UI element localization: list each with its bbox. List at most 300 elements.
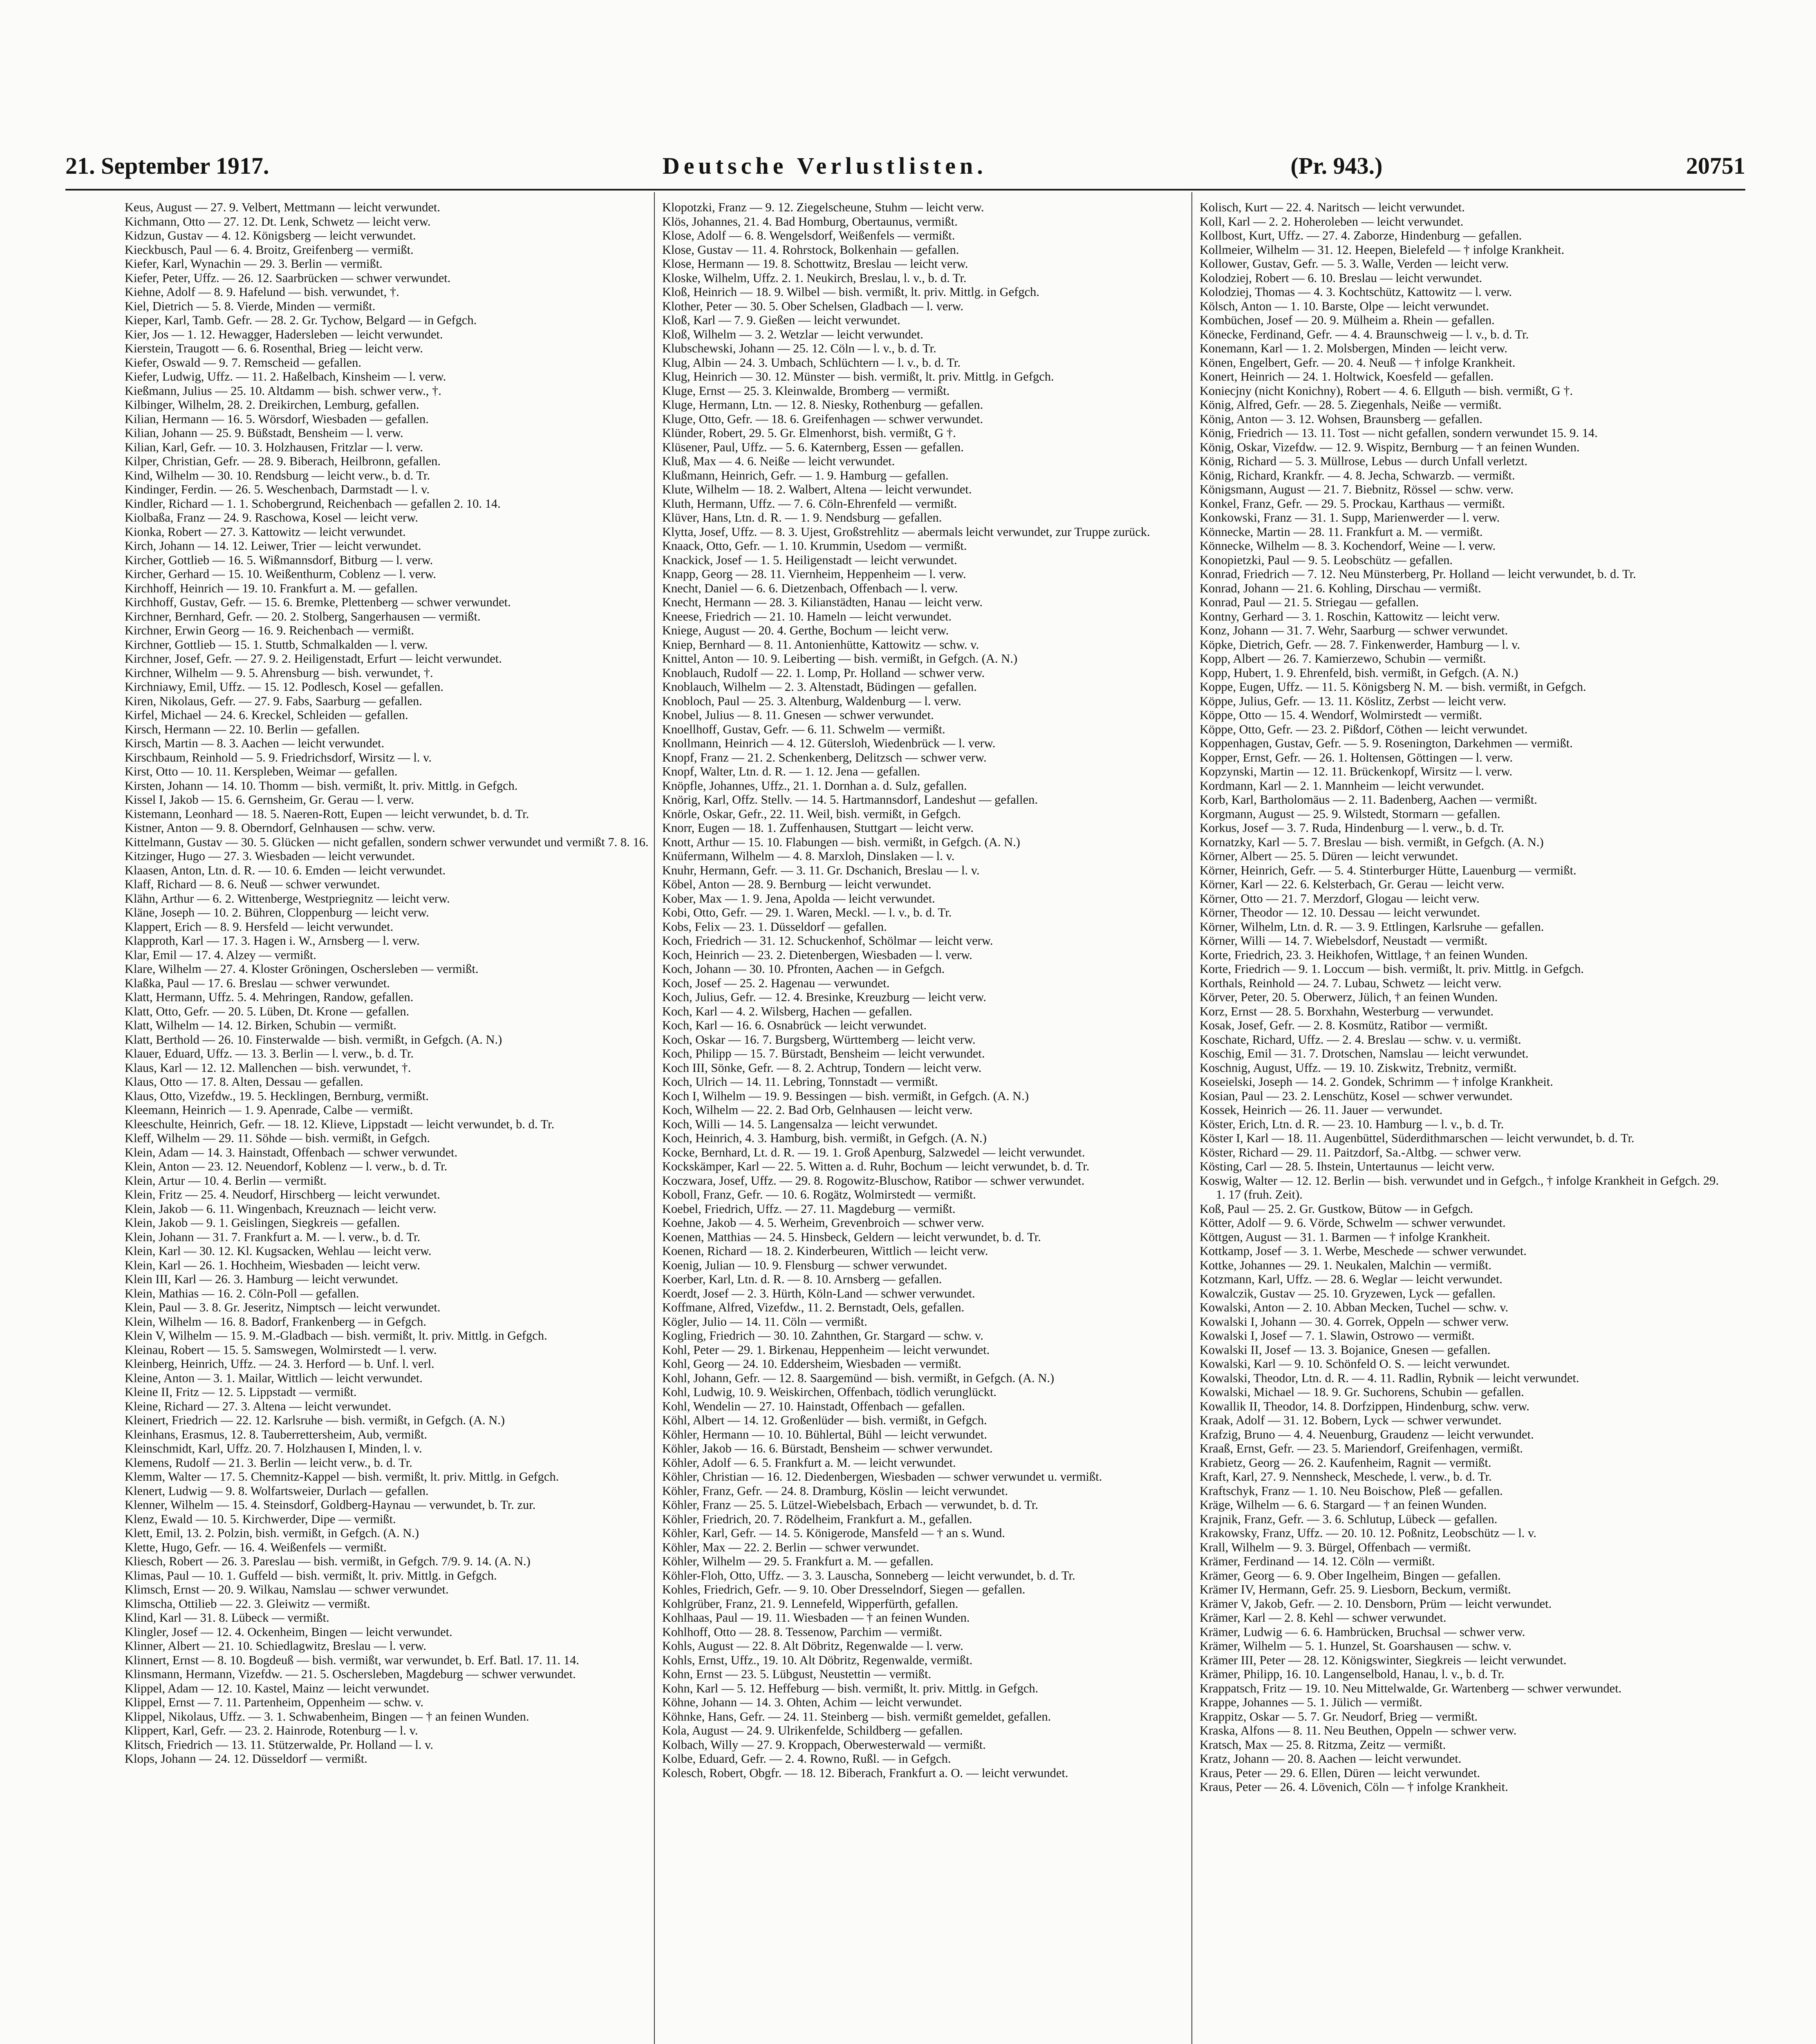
casualty-entry: Klopotzki, Franz — 9. 12. Ziegelscheune, Stuhm — leicht verw. (662, 200, 984, 214)
casualty-entry: Kiefer, Oswald — 9. 7. Remscheid — gefallen. (125, 355, 361, 370)
casualty-entry: Klein, Paul — 3. 8. Gr. Jeseritz, Nimptsch — leicht verwundet. (125, 1300, 441, 1314)
casualty-entry: Kiel, Dietrich — 5. 8. Vierde, Minden — vermißt. (125, 299, 376, 313)
casualty-entry: Knobloch, Paul — 25. 3. Altenburg, Waldenburg — l. verw. (662, 694, 961, 708)
casualty-entry: Krämer, Ferdinand — 14. 12. Cöln — vermißt. (1200, 1554, 1435, 1568)
casualty-entry: Kowallik II, Theodor, 14. 8. Dorfzippen, Hindenburg, schw. verw. (1200, 1399, 1529, 1413)
casualty-entry: Kirchner, Gottlieb — 15. 1. Stuttb, Schmalkalden — l. verw. (125, 637, 428, 652)
casualty-entry: Kluß, Max — 4. 6. Neiße — leicht verwundet. (662, 454, 895, 468)
page-number: 20751 (1686, 152, 1745, 179)
casualty-entry: Knollmann, Heinrich — 4. 12. Gütersloh, Wiedenbrück — l. verw. (662, 736, 996, 750)
casualty-entry: Kollbost, Kurt, Uffz. — 27. 4. Zaborze, Hindenburg — gefallen. (1200, 229, 1522, 242)
casualty-entry: Korte, Friedrich — 9. 1. Loccum — bish. vermißt, lt. priv. Mittlg. in Gefgch. (1200, 962, 1584, 976)
casualty-entry: Köhler, Franz — 25. 5. Lützel-Wiebelsbach, Erbach — verwundet, b. d. Tr. (662, 1498, 1038, 1512)
casualty-entry: Kombüchen, Josef — 20. 9. Mülheim a. Rhein — gefallen. (1200, 313, 1495, 327)
casualty-entry: Könnecke, Martin — 28. 11. Frankfurt a. M. — vermißt. (1200, 524, 1483, 539)
casualty-entry: Kowalski, Karl — 9. 10. Schönfeld O. S. — leicht verwundet. (1200, 1357, 1510, 1371)
casualty-entry: Klenner, Wilhelm — 15. 4. Steinsdorf, Goldberg-Haynau — verwundet, b. Tr. zur. (125, 1498, 536, 1512)
casualty-entry: Kraus, Peter — 26. 4. Lövenich, Cöln — † infolge Krankheit. (1200, 1780, 1508, 1794)
casualty-entry: Klüsener, Paul, Uffz. — 5. 6. Katernberg, Essen — gefallen. (662, 440, 964, 454)
casualty-entry: Klinnert, Ernst — 8. 10. Bogdeuß — bish. vermißt, war verwundet, b. Erf. Batl. 17. 11. 14. (125, 1653, 579, 1667)
casualty-entry: Konrad, Friedrich — 7. 12. Neu Münsterberg, Pr. Holland — leicht verwundet, b. d. Tr. (1200, 567, 1636, 581)
casualty-entry: Koschig, Emil — 31. 7. Drotschen, Namslau — leicht verwundet. (1200, 1047, 1529, 1060)
casualty-entry: Knörig, Karl, Offz. Stellv. — 14. 5. Hartmannsdorf, Landeshut — gefallen. (662, 793, 1038, 807)
casualty-entry: Köhler, Franz, Gefr. — 24. 8. Dramburg, Köslin — leicht verwundet. (662, 1484, 1008, 1498)
casualty-entry: Kola, August — 24. 9. Ulrikenfelde, Schildberg — gefallen. (662, 1724, 963, 1737)
casualty-entry: Köhl, Albert — 14. 12. Großenlüder — bish. vermißt, in Gefgch. (662, 1413, 987, 1427)
casualty-entry: Kleine II, Fritz — 12. 5. Lippstadt — vermißt. (125, 1385, 357, 1399)
casualty-entry: Korkus, Josef — 3. 7. Ruda, Hindenburg — l. verw., b. d. Tr. (1200, 821, 1504, 835)
casualty-entry: Koniecjny (nicht Konichny), Robert — 4. 6. Ellguth — bish. vermißt, G †. (1200, 383, 1573, 398)
casualty-entry: Kosak, Josef, Gefr. — 2. 8. Kosmütz, Ratibor — vermißt. (1200, 1018, 1488, 1032)
casualty-entry: Koppe, Eugen, Uffz. — 11. 5. Königsberg N. M. — bish. vermißt, in Gefgch. (1200, 680, 1586, 694)
casualty-entry: Kowalski I, Johann — 30. 4. Gorrek, Oppeln — schwer verw. (1200, 1314, 1509, 1329)
casualty-entry: Kobs, Felix — 23. 1. Düsseldorf — gefallen. (662, 919, 887, 934)
casualty-entry: Kirchner, Bernhard, Gefr. — 20. 2. Stolberg, Sangerhausen — vermißt. (125, 609, 481, 623)
casualty-entry: Kohl, Georg — 24. 10. Eddersheim, Wiesbaden — vermißt. (662, 1357, 962, 1371)
casualty-entry: Koß, Paul — 25. 2. Gr. Gustkow, Bütow — in Gefgch. (1200, 1201, 1473, 1216)
casualty-entry: Kidzun, Gustav — 4. 12. Königsberg — leicht verwundet. (125, 229, 416, 242)
casualty-entry: Knorr, Eugen — 18. 1. Zuffenhausen, Stuttgart — leicht verw. (662, 821, 974, 835)
casualty-entry: Krämer IV, Hermann, Gefr. 25. 9. Liesborn, Beckum, vermißt. (1200, 1582, 1511, 1596)
casualty-entry: Klapproth, Karl — 17. 3. Hagen i. W., Arnsberg — l. verw. (125, 934, 420, 948)
casualty-entry: Kneese, Friedrich — 21. 10. Hameln — leicht verwundet. (662, 609, 952, 623)
casualty-entry: Könecke, Ferdinand, Gefr. — 4. 4. Braunschweig — l. v., b. d. Tr. (1200, 327, 1529, 341)
casualty-entry: König, Friedrich — 13. 11. Tost — nicht gefallen, sondern verwundet 15. 9. 14. (1200, 426, 1598, 440)
casualty-entry: Kießmann, Julius — 25. 10. Altdamm — bish. schwer verw., †. (125, 383, 441, 398)
issue-date: 21. September 1917. (65, 152, 269, 179)
casualty-entry: Klein, Wilhelm — 16. 8. Badorf, Frankenberg — in Gefgch. (125, 1314, 426, 1329)
casualty-entry: Klein, Jakob — 6. 11. Wingenbach, Kreuznach — leicht verw. (125, 1201, 437, 1216)
casualty-entry: Kossek, Heinrich — 26. 11. Jauer — verwundet. (1200, 1103, 1443, 1117)
casualty-entry: Kohl, Wendelin — 27. 10. Hainstadt, Offenbach — gefallen. (662, 1399, 965, 1413)
casualty-entry: Kitzinger, Hugo — 27. 3. Wiesbaden — leicht verwundet. (125, 849, 415, 863)
casualty-entry: Klose, Gustav — 11. 4. Rohrstock, Bolkenhain — gefallen. (662, 242, 959, 257)
casualty-entry: Knöpfle, Johannes, Uffz., 21. 1. Dornhan a. d. Sulz, gefallen. (662, 778, 967, 793)
casualty-entry: Kiefer, Karl, Wynachin — 29. 3. Berlin — vermißt. (125, 257, 383, 271)
casualty-entry: Koch, Philipp — 15. 7. Bürstadt, Bensheim — leicht verwundet. (662, 1047, 985, 1060)
casualty-entry: Koehne, Jakob — 4. 5. Werheim, Grevenbroich — schwer verw. (662, 1216, 984, 1230)
casualty-entry: Köster, Richard — 29. 11. Paitzdorf, Sa.-Altbg. — schwer verw. (1200, 1145, 1521, 1159)
casualty-entry: Kluge, Otto, Gefr. — 18. 6. Greifenhagen — schwer verwundet. (662, 412, 983, 426)
casualty-entry: Koenig, Julian — 10. 9. Flensburg — schwer verwundet. (662, 1258, 947, 1272)
casualty-entry: Kollmeier, Wilhelm — 31. 12. Heepen, Bielefeld — † infolge Krankheit. (1200, 242, 1565, 257)
casualty-entry: Kohls, Ernst, Uffz., 19. 10. Alt Döbritz, Regenwalde, vermißt. (662, 1653, 973, 1667)
casualty-entry: Koch I, Wilhelm — 19. 9. Bessingen — bish. vermißt, in Gefgch. (A. N.) (662, 1089, 1029, 1103)
casualty-entry: Klatt, Wilhelm — 14. 12. Birken, Schubin — vermißt. (125, 1018, 396, 1032)
casualty-entry: Klauer, Eduard, Uffz. — 13. 3. Berlin — l. verw., b. d. Tr. (125, 1047, 414, 1060)
casualty-entry: Klitsch, Friedrich — 13. 11. Stützerwalde, Pr. Holland — l. v. (125, 1737, 434, 1752)
casualty-entry: Köppe, Julius, Gefr. — 13. 11. Köslitz, Zerbst — leicht verw. (1200, 694, 1506, 708)
casualty-entry: Kiolbaßa, Franz — 24. 9. Raschowa, Kosel — leicht verw. (125, 511, 418, 524)
casualty-entry: Knopf, Franz — 21. 2. Schenkenberg, Delitzsch — schwer verw. (662, 750, 987, 764)
casualty-entry: Krämer, Wilhelm — 5. 1. Hunzel, St. Goarshausen — schw. v. (1200, 1639, 1512, 1653)
casualty-entry: Knuhr, Hermann, Gefr. — 3. 11. Gr. Dschanich, Breslau — l. v. (662, 863, 980, 877)
casualty-entry: Kordmann, Karl — 2. 1. Mannheim — leicht verwundet. (1200, 778, 1485, 793)
casualty-entry: Kopp, Albert — 26. 7. Kamierzewo, Schubin — vermißt. (1200, 652, 1486, 666)
casualty-entry: Kloß, Wilhelm — 3. 2. Wetzlar — leicht verwundet. (662, 327, 923, 341)
header-rule (65, 189, 1745, 191)
casualty-entry: Krajnik, Franz, Gefr. — 3. 6. Schlutup, Lübeck — gefallen. (1200, 1512, 1498, 1526)
casualty-entry: Klippel, Ernst — 7. 11. Partenheim, Oppenheim — schw. v. (125, 1695, 424, 1709)
casualty-entry: Klenz, Ewald — 10. 5. Kirchwerder, Dipe — vermißt. (125, 1512, 396, 1526)
casualty-entry: Kontny, Gerhard — 3. 1. Roschin, Kattowitz — leicht verw. (1200, 609, 1500, 623)
casualty-entry: Knoblauch, Wilhelm — 2. 3. Altenstadt, Büdingen — gefallen. (662, 680, 977, 694)
casualty-entry: Klytta, Josef, Uffz. — 8. 3. Ujest, Großstrehlitz — abermals leicht verwundet, zur Truppe zurück. (662, 524, 1150, 539)
casualty-entry: Koch, Oskar — 16. 7. Burgsberg, Württemberg — leicht verw. (662, 1032, 976, 1047)
casualty-entry: Kopp, Hubert, 1. 9. Ehrenfeld, bish. vermißt, in Gefgch. (A. N.) (1200, 666, 1518, 680)
casualty-entry: Konemann, Karl — 1. 2. Molsbergen, Minden — leicht verw. (1200, 341, 1508, 355)
casualty-entry: Klute, Wilhelm — 18. 2. Walbert, Altena — leicht verwundet. (662, 482, 972, 496)
casualty-entry: Kieckbusch, Paul — 6. 4. Broitz, Greifenberg — vermißt. (125, 242, 414, 257)
casualty-entry: Krämer, Ludwig — 6. 6. Hambrücken, Bruchsal — schwer verw. (1200, 1625, 1525, 1639)
casualty-entry: Kilper, Christian, Gefr. — 28. 9. Biberach, Heilbronn, gefallen. (125, 454, 441, 468)
casualty-entry: Korgmann, August — 25. 9. Wilstedt, Stormarn — gefallen. (1200, 807, 1500, 821)
casualty-entry: Körner, Theodor — 12. 10. Dessau — leicht verwundet. (1200, 905, 1480, 919)
casualty-entry: Kilbinger, Wilhelm, 28. 2. Dreikirchen, Lemburg, gefallen. (125, 398, 419, 412)
casualty-entry: Kornatzky, Karl — 5. 7. Breslau — bish. vermißt, in Gefgch. (A. N.) (1200, 835, 1544, 849)
casualty-entry: Kleinau, Robert — 15. 5. Samswegen, Wolmirstedt — l. verw. (125, 1342, 437, 1357)
casualty-entry: Körner, Albert — 25. 5. Düren — leicht verwundet. (1200, 849, 1458, 863)
casualty-entry: Kistemann, Leonhard — 18. 5. Naeren-Rott, Eupen — leicht verwundet, b. d. Tr. (125, 807, 529, 821)
casualty-entry: Könnecke, Wilhelm — 8. 3. Kochendorf, Weine — l. verw. (1200, 539, 1496, 553)
casualty-entry: Koppenhagen, Gustav, Gefr. — 5. 9. Rosenington, Darkehmen — vermißt. (1200, 736, 1573, 750)
casualty-entry: Kolisch, Kurt — 22. 4. Naritsch — leicht verwundet. (1200, 200, 1465, 214)
casualty-entry: Kindinger, Ferdin. — 26. 5. Weschenbach, Darmstadt — l. v. (125, 482, 430, 496)
casualty-entry: Kirsten, Johann — 14. 10. Thomm — bish. vermißt, lt. priv. Mittlg. in Gefgch. (125, 778, 518, 793)
casualty-entry: Kircher, Gerhard — 15. 10. Weißenthurm, Coblenz — l. verw. (125, 567, 437, 581)
casualty-entry: Körner, Heinrich, Gefr. — 5. 4. Stinterburger Hütte, Lauenburg — vermißt. (1200, 863, 1576, 877)
casualty-entry: Klemm, Walter — 17. 5. Chemnitz-Kappel — bish. vermißt, lt. priv. Mittlg. in Gefgch. (125, 1470, 559, 1484)
casualty-entry: Klappert, Erich — 8. 9. Hersfeld — leicht verwundet. (125, 919, 394, 934)
casualty-entry: Köbel, Anton — 28. 9. Bernburg — leicht verwundet. (662, 877, 932, 891)
casualty-entry: Klippel, Nikolaus, Uffz. — 3. 1. Schwabenheim, Bingen — † an feinen Wunden. (125, 1709, 529, 1724)
casualty-entry: Köhler, Wilhelm — 29. 5. Frankfurt a. M. — gefallen. (662, 1554, 934, 1568)
casualty-entry: Krämer, Philipp, 16. 10. Langenselbold, Hanau, l. v., b. d. Tr. (1200, 1667, 1505, 1681)
casualty-entry: Klein, Mathias — 16. 2. Cöln-Poll — gefallen. (125, 1286, 359, 1300)
casualty-entry: Kloß, Karl — 7. 9. Gießen — leicht verwundet. (662, 313, 900, 327)
casualty-entry: Kluge, Ernst — 25. 3. Kleinwalde, Bromberg — vermißt. (662, 383, 950, 398)
casualty-entry: Köhler, Friedrich, 20. 7. Rödelheim, Frankfurt a. M., gefallen. (662, 1512, 972, 1526)
casualty-entry: Koffmane, Alfred, Vizefdw., 11. 2. Bernstadt, Oels, gefallen. (662, 1300, 965, 1314)
casualty-entry: Kotzmann, Karl, Uffz. — 28. 6. Weglar — leicht verwundet. (1200, 1272, 1503, 1286)
casualty-entry: Kistner, Anton — 9. 8. Oberndorf, Gelnhausen — schw. verw. (125, 821, 435, 835)
casualty-entry: Kiehne, Adolf — 8. 9. Hafelund — bish. verwundet, †. (125, 285, 399, 299)
casualty-entry: Knörle, Oskar, Gefr., 22. 11. Weil, bish. vermißt, in Gefgch. (662, 807, 961, 821)
casualty-entry: Kober, Max — 1. 9. Jena, Apolda — leicht verwundet. (662, 891, 935, 905)
casualty-entry: Knoellhoff, Gustav, Gefr. — 6. 11. Schwelm — vermißt. (662, 722, 945, 736)
casualty-entry: Kluge, Hermann, Ltn. — 12. 8. Niesky, Rothenburg — gefallen. (662, 398, 983, 412)
casualty-entry: Kliesch, Robert — 26. 3. Pareslau — bish. vermißt, in Gefgch. 7/9. 9. 14. (A. N.) (125, 1554, 531, 1568)
casualty-entry: Kleine, Anton — 3. 1. Mailar, Wittlich — leicht verwundet. (125, 1371, 423, 1385)
casualty-entry: Koswig, Walter — 12. 12. Berlin — bish. verwundet und in Gefgch., † infolge Krankheit in Gefgch. 29. 1. 17 (fruh. Zeit). (1200, 1173, 1719, 1201)
casualty-entry: Krappe, Johannes — 5. 1. Jülich — vermißt. (1200, 1695, 1422, 1709)
casualty-entry: Knott, Arthur — 15. 10. Flabungen — bish. vermißt, in Gefgch. (A. N.) (662, 835, 1020, 849)
casualty-entry: Kohlhoff, Otto — 28. 8. Tessenow, Parchim — vermißt. (662, 1625, 943, 1639)
casualty-entry: Kleinhans, Erasmus, 12. 8. Tauberrettersheim, Aub, vermißt. (125, 1427, 428, 1441)
casualty-entry: Krämer V, Jakob, Gefr. — 2. 10. Densborn, Prüm — leicht verwundet. (1200, 1596, 1552, 1611)
casualty-entry: Konert, Heinrich — 24. 1. Holtwick, Koesfeld — gefallen. (1200, 370, 1494, 383)
casualty-entry: Kleinert, Friedrich — 22. 12. Karlsruhe — bish. vermißt, in Gefgch. (A. N.) (125, 1413, 505, 1427)
casualty-entry: Kölsch, Anton — 1. 10. Barste, Olpe — leicht verwundet. (1200, 299, 1489, 313)
casualty-entry: Körner, Wilhelm, Ltn. d. R. — 3. 9. Ettlingen, Karlsruhe — gefallen. (1200, 919, 1544, 934)
casualty-entry: Kniep, Bernhard — 8. 11. Antonienhütte, Kattowitz — schw. v. (662, 637, 979, 652)
casualty-entry: Klother, Peter — 30. 5. Ober Schelsen, Gladbach — l. verw. (662, 299, 964, 313)
casualty-entry: Konrad, Johann — 21. 6. Kohling, Dirschau — vermißt. (1200, 581, 1481, 595)
casualty-entry: Knobel, Julius — 8. 11. Gnesen — schwer verwundet. (662, 708, 934, 722)
casualty-entry: Knapp, Georg — 28. 11. Viernheim, Heppenheim — l. verw. (662, 567, 966, 581)
casualty-entry: Kowalski I, Josef — 7. 1. Slawin, Ostrowo — vermißt. (1200, 1329, 1475, 1342)
casualty-entry: Kiren, Nikolaus, Gefr. — 27. 9. Fabs, Saarburg — gefallen. (125, 694, 422, 708)
casualty-entry: Klähn, Arthur — 6. 2. Wittenberge, Westpriegnitz — leicht verw. (125, 891, 450, 905)
casualty-entry: Kirst, Otto — 10. 11. Kerspleben, Weimar — gefallen. (125, 764, 398, 778)
casualty-entry: Konopietzki, Paul — 9. 5. Leobschütz — gefallen. (1200, 553, 1453, 567)
casualty-entry: Klein V, Wilhelm — 15. 9. M.-Gladbach — bish. vermißt, lt. priv. Mittlg. in Gefgch. (125, 1329, 547, 1342)
casualty-entry: Kirchner, Erwin Georg — 16. 9. Reichenbach — vermißt. (125, 623, 414, 637)
casualty-entry: Kier, Jos — 1. 12. Hewagger, Hadersleben — leicht verwundet. (125, 327, 443, 341)
casualty-entry: Klünder, Robert, 29. 5. Gr. Elmenhorst, bish. vermißt, G †. (662, 426, 956, 440)
casualty-entry: Kierstein, Traugott — 6. 6. Rosenthal, Brieg — leicht verw. (125, 341, 423, 355)
casualty-entry: Konkowski, Franz — 31. 1. Supp, Marienwerder — l. verw. (1200, 511, 1500, 524)
casualty-entry: Koch, Heinrich, 4. 3. Hamburg, bish. vermißt, in Gefgch. (A. N.) (662, 1131, 987, 1145)
casualty-entry: Kleine, Richard — 27. 3. Altena — leicht verwundet. (125, 1399, 392, 1413)
casualty-entry: König, Anton — 3. 12. Wohsen, Braunsberg — gefallen. (1200, 412, 1482, 426)
casualty-entry: Kolodziej, Robert — 6. 10. Breslau — leicht verwundet. (1200, 271, 1482, 285)
casualty-entry: Klußmann, Heinrich, Gefr. — 1. 9. Hamburg — gefallen. (662, 468, 949, 482)
casualty-entry: Klar, Emil — 17. 4. Alzey — vermißt. (125, 948, 316, 962)
casualty-entry: Kolodziej, Thomas — 4. 3. Kochtschütz, Kattowitz — l. verw. (1200, 285, 1512, 299)
casualty-entry: Kogling, Friedrich — 30. 10. Zahnthen, Gr. Stargard — schw. v. (662, 1329, 983, 1342)
casualty-entry: Klette, Hugo, Gefr. — 16. 4. Weißenfels — vermißt. (125, 1540, 387, 1554)
casualty-entry: Kloß, Heinrich — 18. 9. Wilbel — bish. vermißt, lt. priv. Mittlg. in Gefgch. (662, 285, 1039, 299)
casualty-entry: Kiefer, Ludwig, Uffz. — 11. 2. Haßelbach, Kinsheim — l. verw. (125, 370, 446, 383)
casualty-entry: Kobi, Otto, Gefr. — 29. 1. Waren, Meckl. — l. v., b. d. Tr. (662, 905, 952, 919)
casualty-entry: Kowalczik, Gustav — 25. 10. Gryzewen, Lyck — gefallen. (1200, 1286, 1496, 1300)
casualty-entry: Knopf, Walter, Ltn. d. R. — 1. 12. Jena — gefallen. (662, 764, 920, 778)
casualty-entry: Klaasen, Anton, Ltn. d. R. — 10. 6. Emden — leicht verwundet. (125, 863, 446, 877)
casualty-entry: Köster I, Karl — 18. 11. Augenbüttel, Süderdithmarschen — leicht verwundet, b. d. Tr. (1200, 1131, 1635, 1145)
casualty-entry: Köhler, Adolf — 6. 5. Frankfurt a. M. — leicht verwundet. (662, 1455, 956, 1470)
casualty-entry: Klös, Johannes, 21. 4. Bad Homburg, Obertaunus, vermißt. (662, 214, 958, 229)
casualty-entry: Klaff, Richard — 8. 6. Neuß — schwer verwundet. (125, 877, 380, 891)
casualty-entry: Korz, Ernst — 28. 5. Borxhahn, Westerburg — verwundet. (1200, 1004, 1494, 1018)
casualty-entry: Krämer, Karl — 2. 8. Kehl — schwer verwundet. (1200, 1611, 1447, 1625)
casualty-entry: Knoblauch, Rudolf — 22. 1. Lomp, Pr. Holland — schwer verw. (662, 666, 985, 680)
casualty-entry: Konkel, Franz, Gefr. — 29. 5. Prockau, Karthaus — vermißt. (1200, 496, 1505, 511)
casualty-entry: Klippel, Adam — 12. 10. Kastel, Mainz — leicht verwundet. (125, 1681, 430, 1695)
casualty-entry: Kosian, Paul — 23. 2. Lenschütz, Kosel — schwer verwundet. (1200, 1089, 1513, 1103)
casualty-entry: Kohles, Friedrich, Gefr. — 9. 10. Ober Dresselndorf, Siegen — gefallen. (662, 1582, 1026, 1596)
casualty-entry: Köhne, Johann — 14. 3. Ohten, Achim — leicht verwundet. (662, 1695, 962, 1709)
casualty-entry: Kilian, Hermann — 16. 5. Wörsdorf, Wiesbaden — gefallen. (125, 412, 429, 426)
casualty-entry: Klein, Artur — 10. 4. Berlin — vermißt. (125, 1173, 327, 1188)
casualty-entry: Krappitz, Oskar — 5. 7. Gr. Neudorf, Brieg — vermißt. (1200, 1709, 1478, 1724)
casualty-entry: Klippert, Karl, Gefr. — 23. 2. Hainrode, Rotenburg — l. v. (125, 1724, 418, 1737)
casualty-entry: Kohn, Ernst — 23. 5. Lübgust, Neustettin — vermißt. (662, 1667, 932, 1681)
casualty-entry: Korb, Karl, Bartholomäus — 2. 11. Badenberg, Aachen — vermißt. (1200, 793, 1537, 807)
casualty-entry: Klug, Albin — 24. 3. Umbach, Schlüchtern — l. v., b. d. Tr. (662, 355, 961, 370)
casualty-entry: Köhler, Hermann — 10. 10. Bühlertal, Bühl — leicht verwundet. (662, 1427, 987, 1441)
casualty-entry: Kopzynski, Martin — 12. 11. Brückenkopf, Wirsitz — l. verw. (1200, 764, 1513, 778)
casualty-entry: Krafzig, Bruno — 4. 4. Neuenburg, Graudenz — leicht verwundet. (1200, 1427, 1534, 1441)
casualty-entry: Klein, Adam — 14. 3. Hainstadt, Offenbach — schwer verwundet. (125, 1145, 458, 1159)
casualty-entry: Kollower, Gustav, Gefr. — 5. 3. Walle, Verden — leicht verw. (1200, 257, 1509, 271)
casualty-entry: Koch, Julius, Gefr. — 12. 4. Bresinke, Kreuzburg — leicht verw. (662, 990, 986, 1004)
casualty-entry: Kirchhoff, Gustav, Gefr. — 15. 6. Bremke, Plettenberg — schwer verwundet. (125, 595, 511, 609)
casualty-entry: Klaus, Otto, Vizefdw., 19. 5. Hecklingen, Bernburg, vermißt. (125, 1089, 429, 1103)
casualty-entry: Koch, Josef — 25. 2. Hagenau — verwundet. (662, 976, 890, 990)
casualty-entry: Kirsch, Hermann — 22. 10. Berlin — gefallen. (125, 722, 360, 736)
casualty-entry: Koch, Wilhelm — 22. 2. Bad Orb, Gelnhausen — leicht verw. (662, 1103, 973, 1117)
casualty-entry: Kittelmann, Gustav — 30. 5. Glücken — nicht gefallen, sondern schwer verwundet und vermißt 7. 8. 16. (125, 835, 649, 849)
casualty-entry: Klinner, Albert — 21. 10. Schiedlagwitz, Breslau — l. verw. (125, 1639, 426, 1653)
casualty-entry: Kohl, Johann, Gefr. — 12. 8. Saargemünd — bish. vermißt, in Gefgch. (A. N.) (662, 1371, 1055, 1385)
casualty-entry: Klein III, Karl — 26. 3. Hamburg — leicht verwundet. (125, 1272, 399, 1286)
publication-title: Deutsche Verlustlisten. (662, 152, 987, 179)
casualty-entry: Kolbe, Eduard, Gefr. — 2. 4. Rowno, Rußl. — in Gefgch. (662, 1752, 951, 1766)
casualty-entry: Kösting, Carl — 28. 5. Ihstein, Untertaunus — leicht verw. (1200, 1159, 1495, 1173)
casualty-entry: Koerdt, Josef — 2. 3. Hürth, Köln-Land — schwer verwundet. (662, 1286, 975, 1300)
casualty-entry: Klein, Karl — 30. 12. Kl. Kugsacken, Wehlau — leicht verw. (125, 1244, 432, 1258)
casualty-entry: Klett, Emil, 13. 2. Polzin, bish. vermißt, in Gefgch. (A. N.) (125, 1526, 419, 1540)
casualty-entry: Kleff, Wilhelm — 29. 11. Söhde — bish. vermißt, in Gefgch. (125, 1131, 430, 1145)
casualty-entry: Krabietz, Georg — 26. 2. Kaufenheim, Ragnit — vermißt. (1200, 1455, 1491, 1470)
casualty-entry: König, Richard — 5. 3. Müllrose, Lebus — durch Unfall verletzt. (1200, 454, 1528, 468)
casualty-entry: Koenen, Matthias — 24. 5. Hinsbeck, Geldern — leicht verwundet, b. d. Tr. (662, 1230, 1041, 1244)
casualty-entry: Koch, Friedrich — 31. 12. Schuckenhof, Schölmar — leicht verw. (662, 934, 993, 948)
casualty-entry: Kottkamp, Josef — 3. 1. Werbe, Meschede — schwer verwundet. (1200, 1244, 1527, 1258)
casualty-entry: Koschnig, August, Uffz. — 19. 10. Ziskwitz, Trebnitz, vermißt. (1200, 1060, 1517, 1075)
casualty-entry: Koch, Karl — 4. 2. Wilsberg, Hachen — gefallen. (662, 1004, 912, 1018)
casualty-entry: Kleinberg, Heinrich, Uffz. — 24. 3. Herford — b. Unf. l. verl. (125, 1357, 434, 1371)
page-header (65, 141, 1745, 178)
casualty-entry: Kirch, Johann — 14. 12. Leiwer, Trier — leicht verwundet. (125, 539, 421, 553)
issue-number: (Pr. 943.) (1290, 152, 1383, 179)
casualty-entry: Kilian, Karl, Gefr. — 10. 3. Holzhausen, Fritzlar — l. verw. (125, 440, 423, 454)
casualty-entry: Krämer III, Peter — 28. 12. Königswinter, Siegkreis — leicht verwundet. (1200, 1653, 1567, 1667)
casualty-entry: Klemens, Rudolf — 21. 3. Berlin — leicht verw., b. d. Tr. (125, 1455, 412, 1470)
casualty-entry: Kirchniawy, Emil, Uffz. — 15. 12. Podlesch, Kosel — gefallen. (125, 680, 444, 694)
casualty-entry: Kohlgrüber, Franz, 21. 9. Lennefeld, Wipperfürth, gefallen. (662, 1596, 958, 1611)
casualty-entry: Kowalski, Anton — 2. 10. Abban Mecken, Tuchel — schw. v. (1200, 1300, 1509, 1314)
casualty-entry: Klaus, Otto — 17. 8. Alten, Dessau — gefallen. (125, 1075, 363, 1089)
casualty-entry: Kowalski II, Josef — 13. 3. Bojanice, Gnesen — gefallen. (1200, 1342, 1491, 1357)
casualty-entry: Kloske, Wilhelm, Uffz. 2. 1. Neukirch, Breslau, l. v., b. d. Tr. (662, 271, 967, 285)
casualty-entry: Kohn, Karl — 5. 12. Heffeburg — bish. vermißt, lt. priv. Mittlg. in Gefgch. (662, 1681, 1039, 1695)
casualty-entry: Könen, Engelbert, Gefr. — 20. 4. Neuß — † infolge Krankheit. (1200, 355, 1516, 370)
casualty-entry: Knecht, Daniel — 6. 6. Dietzenbach, Offenbach — l. verw. (662, 581, 958, 595)
casualty-entry: Köppe, Otto — 15. 4. Wendorf, Wolmirstedt — vermißt. (1200, 708, 1482, 722)
casualty-entry: Kionka, Robert — 27. 3. Kattowitz — leicht verwundet. (125, 524, 406, 539)
casualty-entry: Kopper, Ernst, Gefr. — 26. 1. Holtensen, Göttingen — l. verw. (1200, 750, 1513, 764)
casualty-entry: Kirchner, Wilhelm — 9. 5. Ahrensburg — bish. verwundet, †. (125, 666, 433, 680)
casualty-entry: Kratz, Johann — 20. 8. Aachen — leicht verwundet. (1200, 1752, 1462, 1766)
casualty-entry: Klose, Adolf — 6. 8. Wengelsdorf, Weißenfels — vermißt. (662, 229, 955, 242)
casualty-entry: Klops, Johann — 24. 12. Düsseldorf — vermißt. (125, 1752, 367, 1766)
casualty-entry: Kirchhoff, Heinrich — 19. 10. Frankfurt a. M. — gefallen. (125, 581, 418, 595)
casualty-entry: Koch, Karl — 16. 6. Osnabrück — leicht verwundet. (662, 1018, 927, 1032)
casualty-entry: Klein, Jakob — 9. 1. Geislingen, Siegkreis — gefallen. (125, 1216, 400, 1230)
casualty-entry: Kolbach, Willy — 27. 9. Kroppach, Oberwesterwald — vermißt. (662, 1737, 986, 1752)
casualty-entry: Kräge, Wilhelm — 6. 6. Stargard — † an feinen Wunden. (1200, 1498, 1487, 1512)
casualty-entry: Klein, Johann — 31. 7. Frankfurt a. M. — l. verw., b. d. Tr. (125, 1230, 421, 1244)
casualty-entry: Kieper, Karl, Tamb. Gefr. — 28. 2. Gr. Tychow, Belgard — in Gefgch. (125, 313, 477, 327)
casualty-entry: Klüver, Hans, Ltn. d. R. — 1. 9. Nendsburg — gefallen. (662, 511, 942, 524)
casualty-entry: Kirchner, Josef, Gefr. — 27. 9. 2. Heiligenstadt, Erfurt — leicht verwundet. (125, 652, 502, 666)
casualty-entry: Kirsch, Martin — 8. 3. Aachen — leicht verwundet. (125, 736, 385, 750)
casualty-entry: Kraska, Alfons — 8. 11. Neu Beuthen, Oppeln — schwer verw. (1200, 1724, 1517, 1737)
casualty-entry: Kleemann, Heinrich — 1. 9. Apenrade, Calbe — vermißt. (125, 1103, 413, 1117)
casualty-entry: Klingler, Josef — 12. 4. Ockenheim, Bingen — leicht verwundet. (125, 1625, 452, 1639)
casualty-entry: Kind, Wilhelm — 30. 10. Rendsburg — leicht verw., b. d. Tr. (125, 468, 430, 482)
casualty-entry: Krappatsch, Fritz — 19. 10. Neu Mittelwalde, Gr. Wartenberg — schwer verwundet. (1200, 1681, 1622, 1695)
casualty-entry: Klubschewski, Johann — 25. 12. Cöln — l. v., b. d. Tr. (662, 341, 936, 355)
casualty-entry: Kockskämper, Karl — 22. 5. Witten a. d. Ruhr, Bochum — leicht verwundet, b. d. Tr. (662, 1159, 1090, 1173)
casualty-entry: Klose, Hermann — 19. 8. Schottwitz, Breslau — leicht verw. (662, 257, 968, 271)
casualty-entry: Kohl, Peter — 29. 1. Birkenau, Heppenheim — leicht verwundet. (662, 1342, 990, 1357)
casualty-entry: Kläne, Joseph — 10. 2. Bühren, Cloppenburg — leicht verw. (125, 905, 429, 919)
casualty-entry: Koll, Karl — 2. 2. Hoheroleben — leicht verwundet. (1200, 214, 1464, 229)
casualty-entry: Kircher, Gottlieb — 16. 5. Wißmannsdorf, Bitburg — l. verw. (125, 553, 433, 567)
casualty-entry: Keus, August — 27. 9. Velbert, Mettmann — leicht verwundet. (125, 200, 440, 214)
casualty-entry: Kiefer, Peter, Uffz. — 26. 12. Saarbrücken — schwer verwundet. (125, 271, 451, 285)
casualty-entry: Kleinschmidt, Karl, Uffz. 20. 7. Holzhausen I, Minden, l. v. (125, 1441, 422, 1455)
casualty-entry: Koch, Willi — 14. 5. Langensalza — leicht verwundet. (662, 1117, 938, 1131)
casualty-entry: Knittel, Anton — 10. 9. Leiberting — bish. vermißt, in Gefgch. (A. N.) (662, 652, 1018, 666)
casualty-entry: Koch, Johann — 30. 10. Pfronten, Aachen — in Gefgch. (662, 962, 945, 976)
casualty-entry: Klimsch, Ernst — 20. 9. Wilkau, Namslau — schwer verwundet. (125, 1582, 449, 1596)
casualty-entry: Krall, Wilhelm — 9. 3. Bürgel, Offenbach — vermißt. (1200, 1540, 1471, 1554)
casualty-entry: Koboll, Franz, Gefr. — 10. 6. Rogätz, Wolmirstedt — vermißt. (662, 1188, 976, 1201)
casualty-entry: Klatt, Berthold — 26. 10. Finsterwalde — bish. vermißt, in Gefgch. (A. N.) (125, 1032, 502, 1047)
casualty-entry: Köhler, Jakob — 16. 6. Bürstadt, Bensheim — schwer verwundet. (662, 1441, 993, 1455)
casualty-entry: Klinsmann, Hermann, Vizefdw. — 21. 5. Oschersleben, Magdeburg — schwer verwundet. (125, 1667, 576, 1681)
casualty-entry: Koschate, Richard, Uffz. — 2. 4. Breslau — schw. v. u. vermißt. (1200, 1032, 1521, 1047)
casualty-entry: Konrad, Paul — 21. 5. Striegau — gefallen. (1200, 595, 1419, 609)
casualty-entry: Köhler-Floh, Otto, Uffz. — 3. 3. Lauscha, Sonneberg — leicht verwundet, b. d. Tr. (662, 1568, 1075, 1582)
casualty-entry: Königsmann, August — 21. 7. Biebnitz, Rössel — schw. verw. (1200, 482, 1514, 496)
casualty-entry: Klaus, Karl — 12. 12. Mallenchen — bish. verwundet, †. (125, 1060, 411, 1075)
casualty-entry: Köhler, Christian — 16. 12. Diedenbergen, Wiesbaden — schwer verwundet u. vermißt. (662, 1470, 1102, 1484)
casualty-entry: Kraft, Karl, 27. 9. Nennsheck, Meschede, l. verw., b. d. Tr. (1200, 1470, 1492, 1484)
casualty-entry: Köppe, Otto, Gefr. — 23. 2. Pißdorf, Cöthen — leicht verwundet. (1200, 722, 1528, 736)
casualty-entry: Knecht, Hermann — 28. 3. Kilianstädten, Hanau — leicht verw. (662, 595, 983, 609)
casualty-entry: Koczwara, Josef, Uffz. — 29. 8. Rogowitz-Bluschow, Ratibor — schwer verwundet. (662, 1173, 1085, 1188)
casualty-entry: Klimscha, Ottilieb — 22. 3. Gleiwitz — vermißt. (125, 1596, 370, 1611)
casualty-entry: Kötter, Adolf — 9. 6. Vörde, Schwelm — schwer verwundet. (1200, 1216, 1506, 1230)
casualty-entry: Klein, Fritz — 25. 4. Neudorf, Hirschberg — leicht verwundet. (125, 1188, 440, 1201)
casualty-entry: Krakowsky, Franz, Uffz. — 20. 10. 12. Poßnitz, Leobschütz — l. v. (1200, 1526, 1536, 1540)
casualty-entry: Koseielski, Joseph — 14. 2. Gondek, Schrimm — † infolge Krankheit. (1200, 1075, 1553, 1089)
casualty-entry: Koerber, Karl, Ltn. d. R. — 8. 10. Arnsberg — gefallen. (662, 1272, 942, 1286)
casualty-entry: Klare, Wilhelm — 27. 4. Kloster Gröningen, Oschersleben — vermißt. (125, 962, 479, 976)
casualty-entry: Kraak, Adolf — 31. 12. Bobern, Lyck — schwer verwundet. (1200, 1413, 1502, 1427)
casualty-entry: Kraaß, Ernst, Gefr. — 23. 5. Mariendorf, Greifenhagen, vermißt. (1200, 1441, 1523, 1455)
casualty-entry: Kottke, Johannes — 29. 1. Neukalen, Malchin — vermißt. (1200, 1258, 1492, 1272)
casualty-column-2 (662, 200, 1193, 2044)
casualty-entry: König, Alfred, Gefr. — 28. 5. Ziegenhals, Neiße — vermißt. (1200, 398, 1502, 412)
casualty-entry: Kowalski, Michael — 18. 9. Gr. Suchorens, Schubin — gefallen. (1200, 1385, 1524, 1399)
casualty-entry: Klatt, Hermann, Uffz. 5. 4. Mehringen, Randow, gefallen. (125, 990, 414, 1004)
casualty-entry: Kindler, Richard — 1. 1. Schobergrund, Reichenbach — gefallen 2. 10. 14. (125, 496, 501, 511)
casualty-entry: Köhler, Karl, Gefr. — 14. 5. Königerode, Mansfeld — † an s. Wund. (662, 1526, 1005, 1540)
casualty-entry: Kichmann, Otto — 27. 12. Dt. Lenk, Schwetz — leicht verw. (125, 214, 431, 229)
casualty-entry: Koebel, Friedrich, Uffz. — 27. 11. Magdeburg — vermißt. (662, 1201, 956, 1216)
casualty-entry: Knüfermann, Wilhelm — 4. 8. Marxloh, Dinslaken — l. v. (662, 849, 955, 863)
casualty-entry: Koch III, Sönke, Gefr. — 8. 2. Achtrup, Tondern — leicht verw. (662, 1060, 982, 1075)
casualty-entry: Köhnke, Hans, Gefr. — 24. 11. Steinberg — bish. vermißt gemeldet, gefallen. (662, 1709, 1051, 1724)
casualty-entry: Klenert, Ludwig — 9. 8. Wolfartsweier, Durlach — gefallen. (125, 1484, 429, 1498)
casualty-entry: Knaack, Otto, Gefr. — 1. 10. Krummin, Usedom — vermißt. (662, 539, 967, 553)
